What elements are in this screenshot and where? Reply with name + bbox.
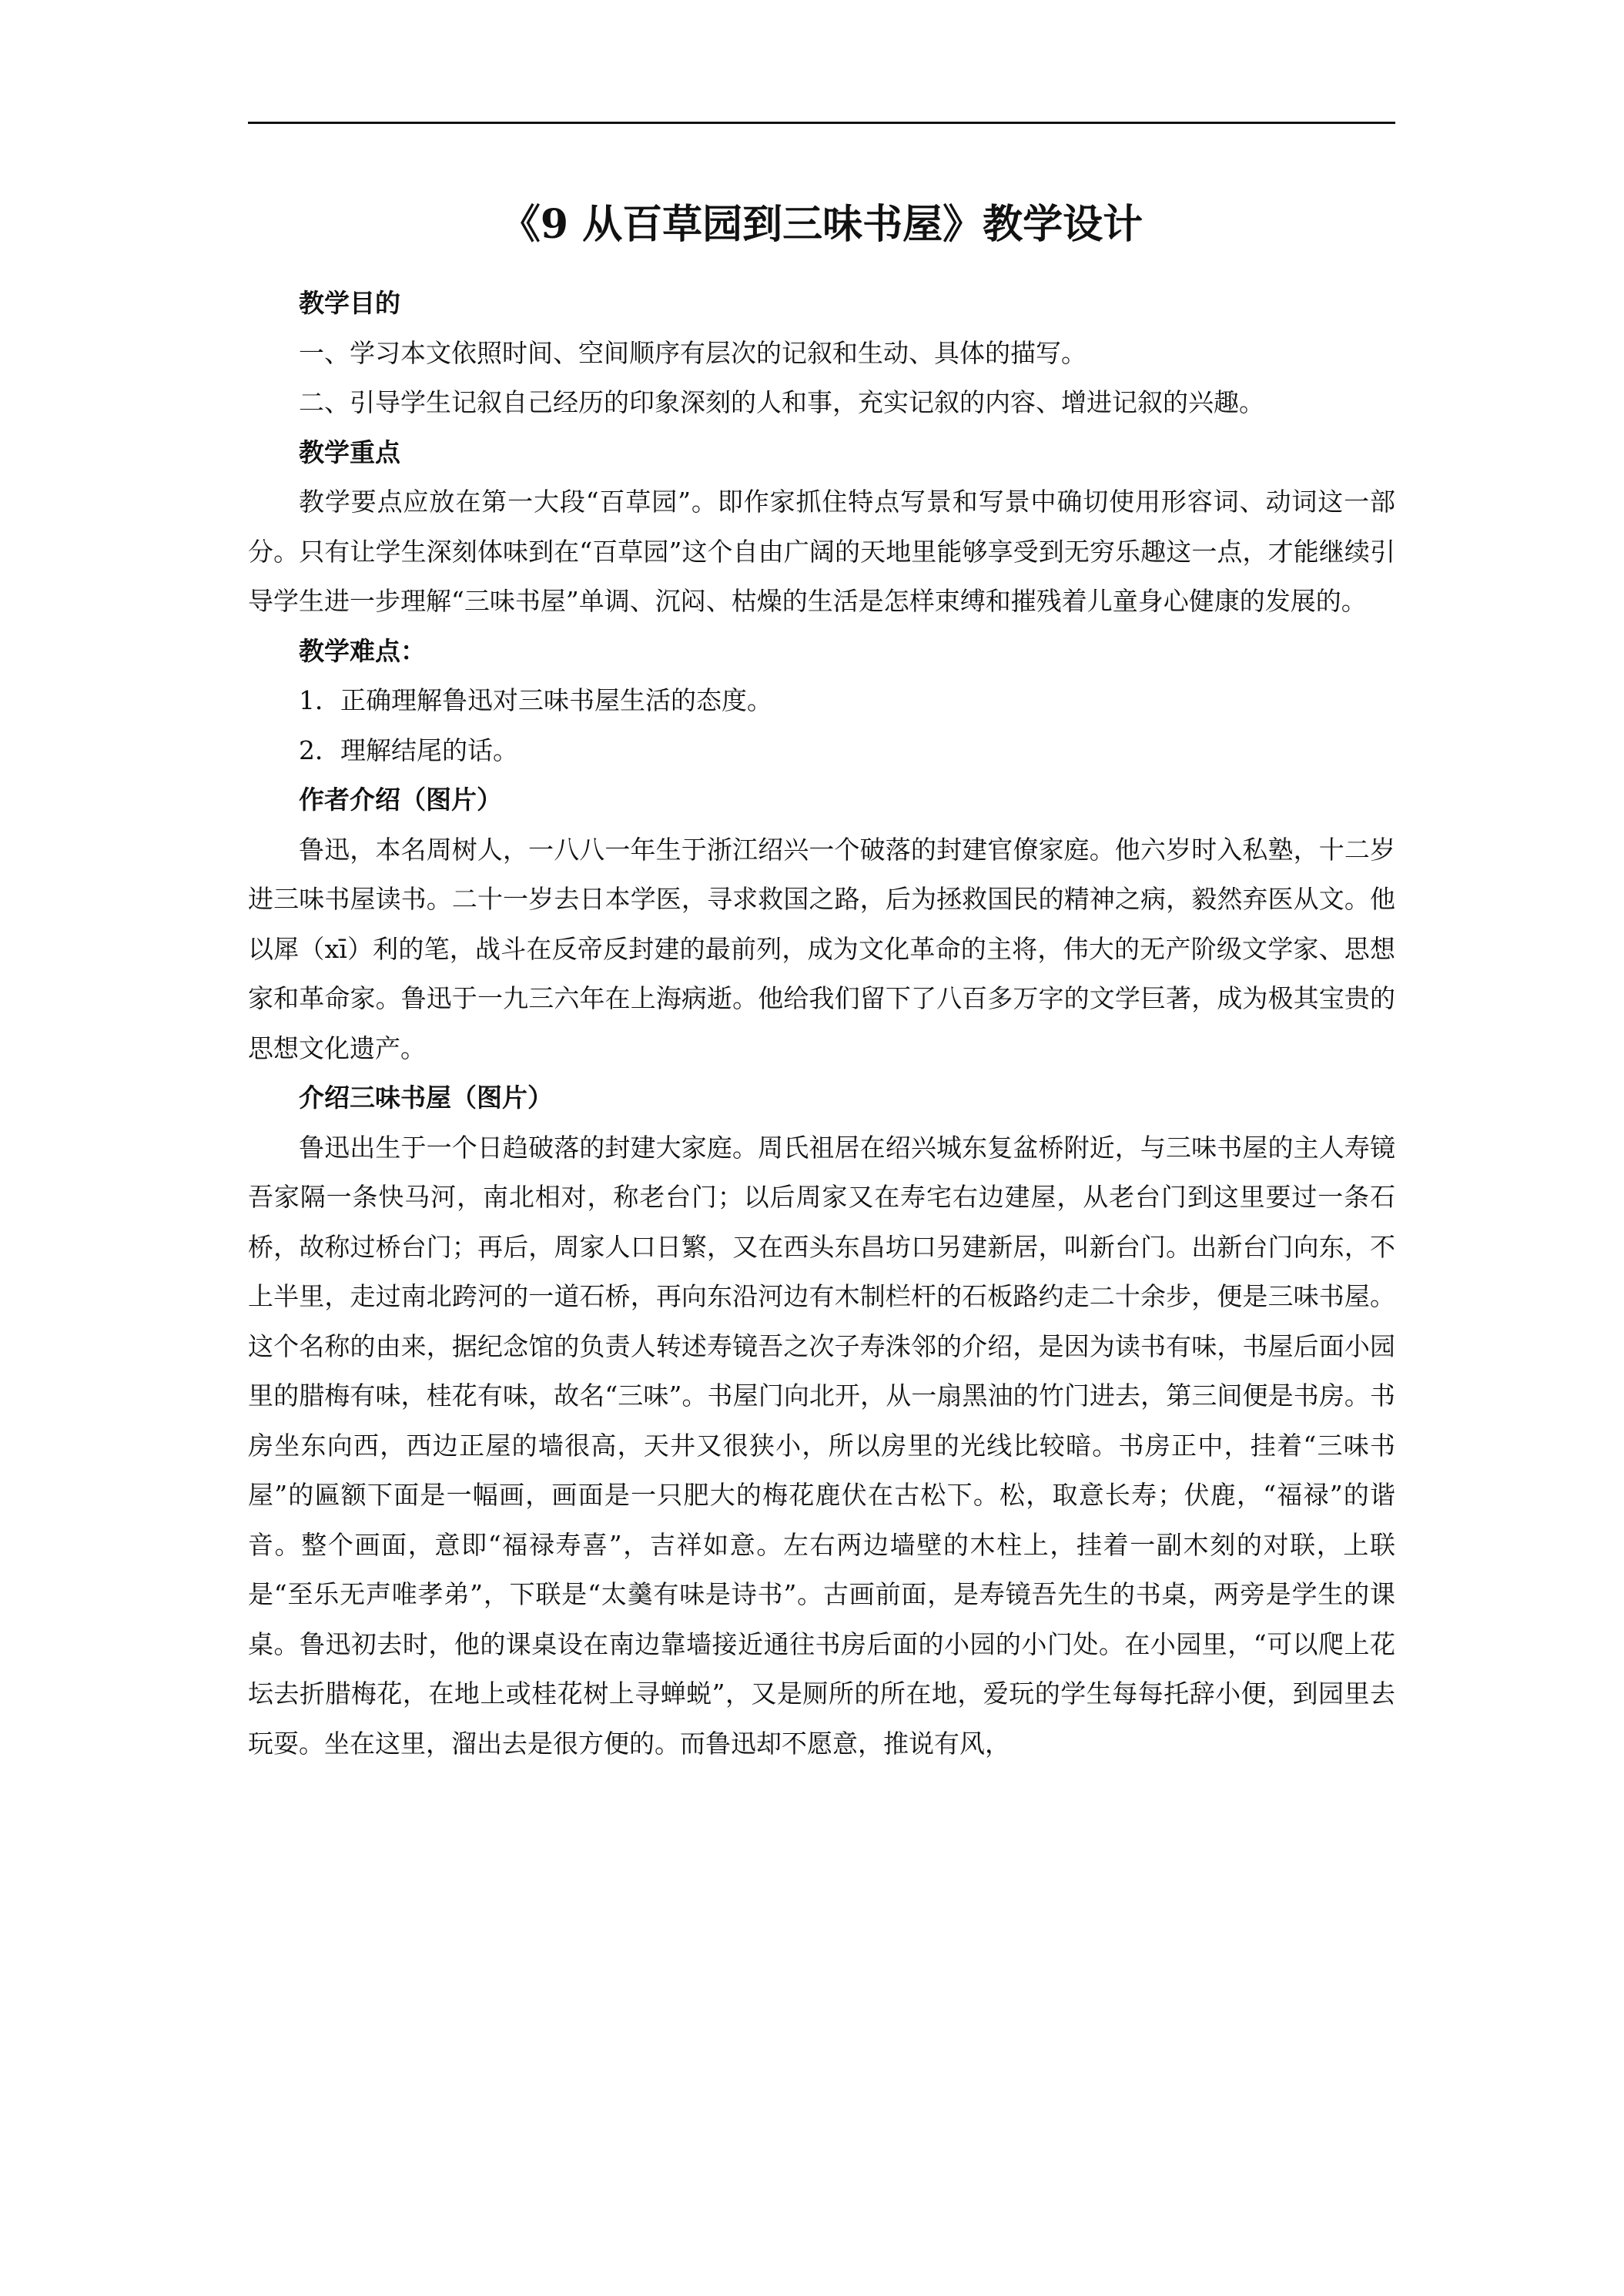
section-heading-difficulties: 教学难点： [299, 635, 426, 666]
header-rule [248, 122, 1395, 124]
author-paragraph: 鲁迅，本名周树人，一八八一年生于浙江绍兴一个破落的封建官僚家庭。他六岁时入私塾，十二岁进三味书屋读书。二十一岁去日本学医，寻求救国之路，后为拯救国民的精神之病，毅然弃医从文。他以犀（xī）利的笔，战斗在反帝反封建的最前列，成为文化革命的主将，伟大的无产阶级文学家、思想家和革命家。鲁迅于一九三六年在上海病逝。他给我们留下了八百多万字的文学巨著，成为极其宝贵的思想文化遗产。 [248, 834, 1395, 1063]
difficulty-item-2: 2．理解结尾的话。 [299, 735, 518, 765]
difficulty-item-1: 1．正确理解鲁迅对三味书屋生活的态度。 [299, 685, 772, 715]
section-heading-sanwei: 介绍三味书屋（图片） [299, 1083, 553, 1113]
objective-item-2: 二、引导学生记叙自己经历的印象深刻的人和事，充实记叙的内容、增进记叙的兴趣。 [299, 387, 1264, 417]
key-points-paragraph: 教学要点应放在第一大段“百草园”。即作家抓住特点写景和写景中确切使用形容词、动词这一部分。只有让学生深刻体味到在“百草园”这个自由广阔的天地里能够享受到无穷乐趣这一点，才能继续引导学生进一步理解“三味书屋”单调、沉闷、枯燥的生活是怎样束缚和摧残着儿童身心健康的发展的。 [248, 487, 1395, 616]
objective-item-1: 一、学习本文依照时间、空间顺序有层次的记叙和生动、具体的描写。 [299, 337, 1087, 368]
section-heading-objectives: 教学目的 [299, 288, 400, 318]
section-heading-author: 作者介绍（图片） [299, 785, 502, 815]
document-body [248, 279, 1395, 1769]
sanwei-paragraph: 鲁迅出生于一个日趋破落的封建大家庭。周氏祖居在绍兴城东复盆桥附近，与三味书屋的主人寿镜吾家隔一条快马河，南北相对，称老台门；以后周家又在寿宅右边建屋，从老台门到这里要过一条石桥，故称过桥台门；再后，周家人口日繁，又在西头东昌坊口另建新居，叫新台门。出新台门向东，不上半里，走过南北跨河的一道石桥，再向东沿河边有木制栏杆的石板路约走二十余步，便是三味书屋。这个名称的由来，据纪念馆的负责人转述寿镜吾之次子寿洙邻的介绍，是因为读书有味，书屋后面小园里的腊梅有味，桂花有味，故名“三味”。书屋门向北开，从一扇黑油的竹门进去，第三间便是书房。书房坐东向西，西边正屋的墙很高，天井又很狭小，所以房里的光线比较暗。书房正中，挂着“三味书屋”的匾额下面是一幅画，画面是一只肥大的梅花鹿伏在古松下。松，取意长寿；伏鹿，“福禄”的谐音。整个画面，意即“福禄寿喜”，吉祥如意。左右两边墙壁的木柱上，挂着一副木刻的对联，上联是“至乐无声唯孝弟”，下联是“太羹有味是诗书”。古画前面，是寿镜吾先生的书桌，两旁是学生的课桌。鲁迅初去时，他的课桌设在南边靠墙接近通往书房后面的小园的小门处。在小园里，“可以爬上花坛去折腊梅花，在地上或桂花树上寻蝉蜕”，又是厕所的所在地，爱玩的学生每每托辞小便，到园里去玩耍。坐在这里，溜出去是很方便的。而鲁迅却不愿意，推说有风， [248, 1132, 1395, 1759]
section-heading-key-points: 教学重点 [299, 437, 400, 467]
document-title: 《9 从百草园到三味书屋》教学设计 [500, 201, 1143, 248]
